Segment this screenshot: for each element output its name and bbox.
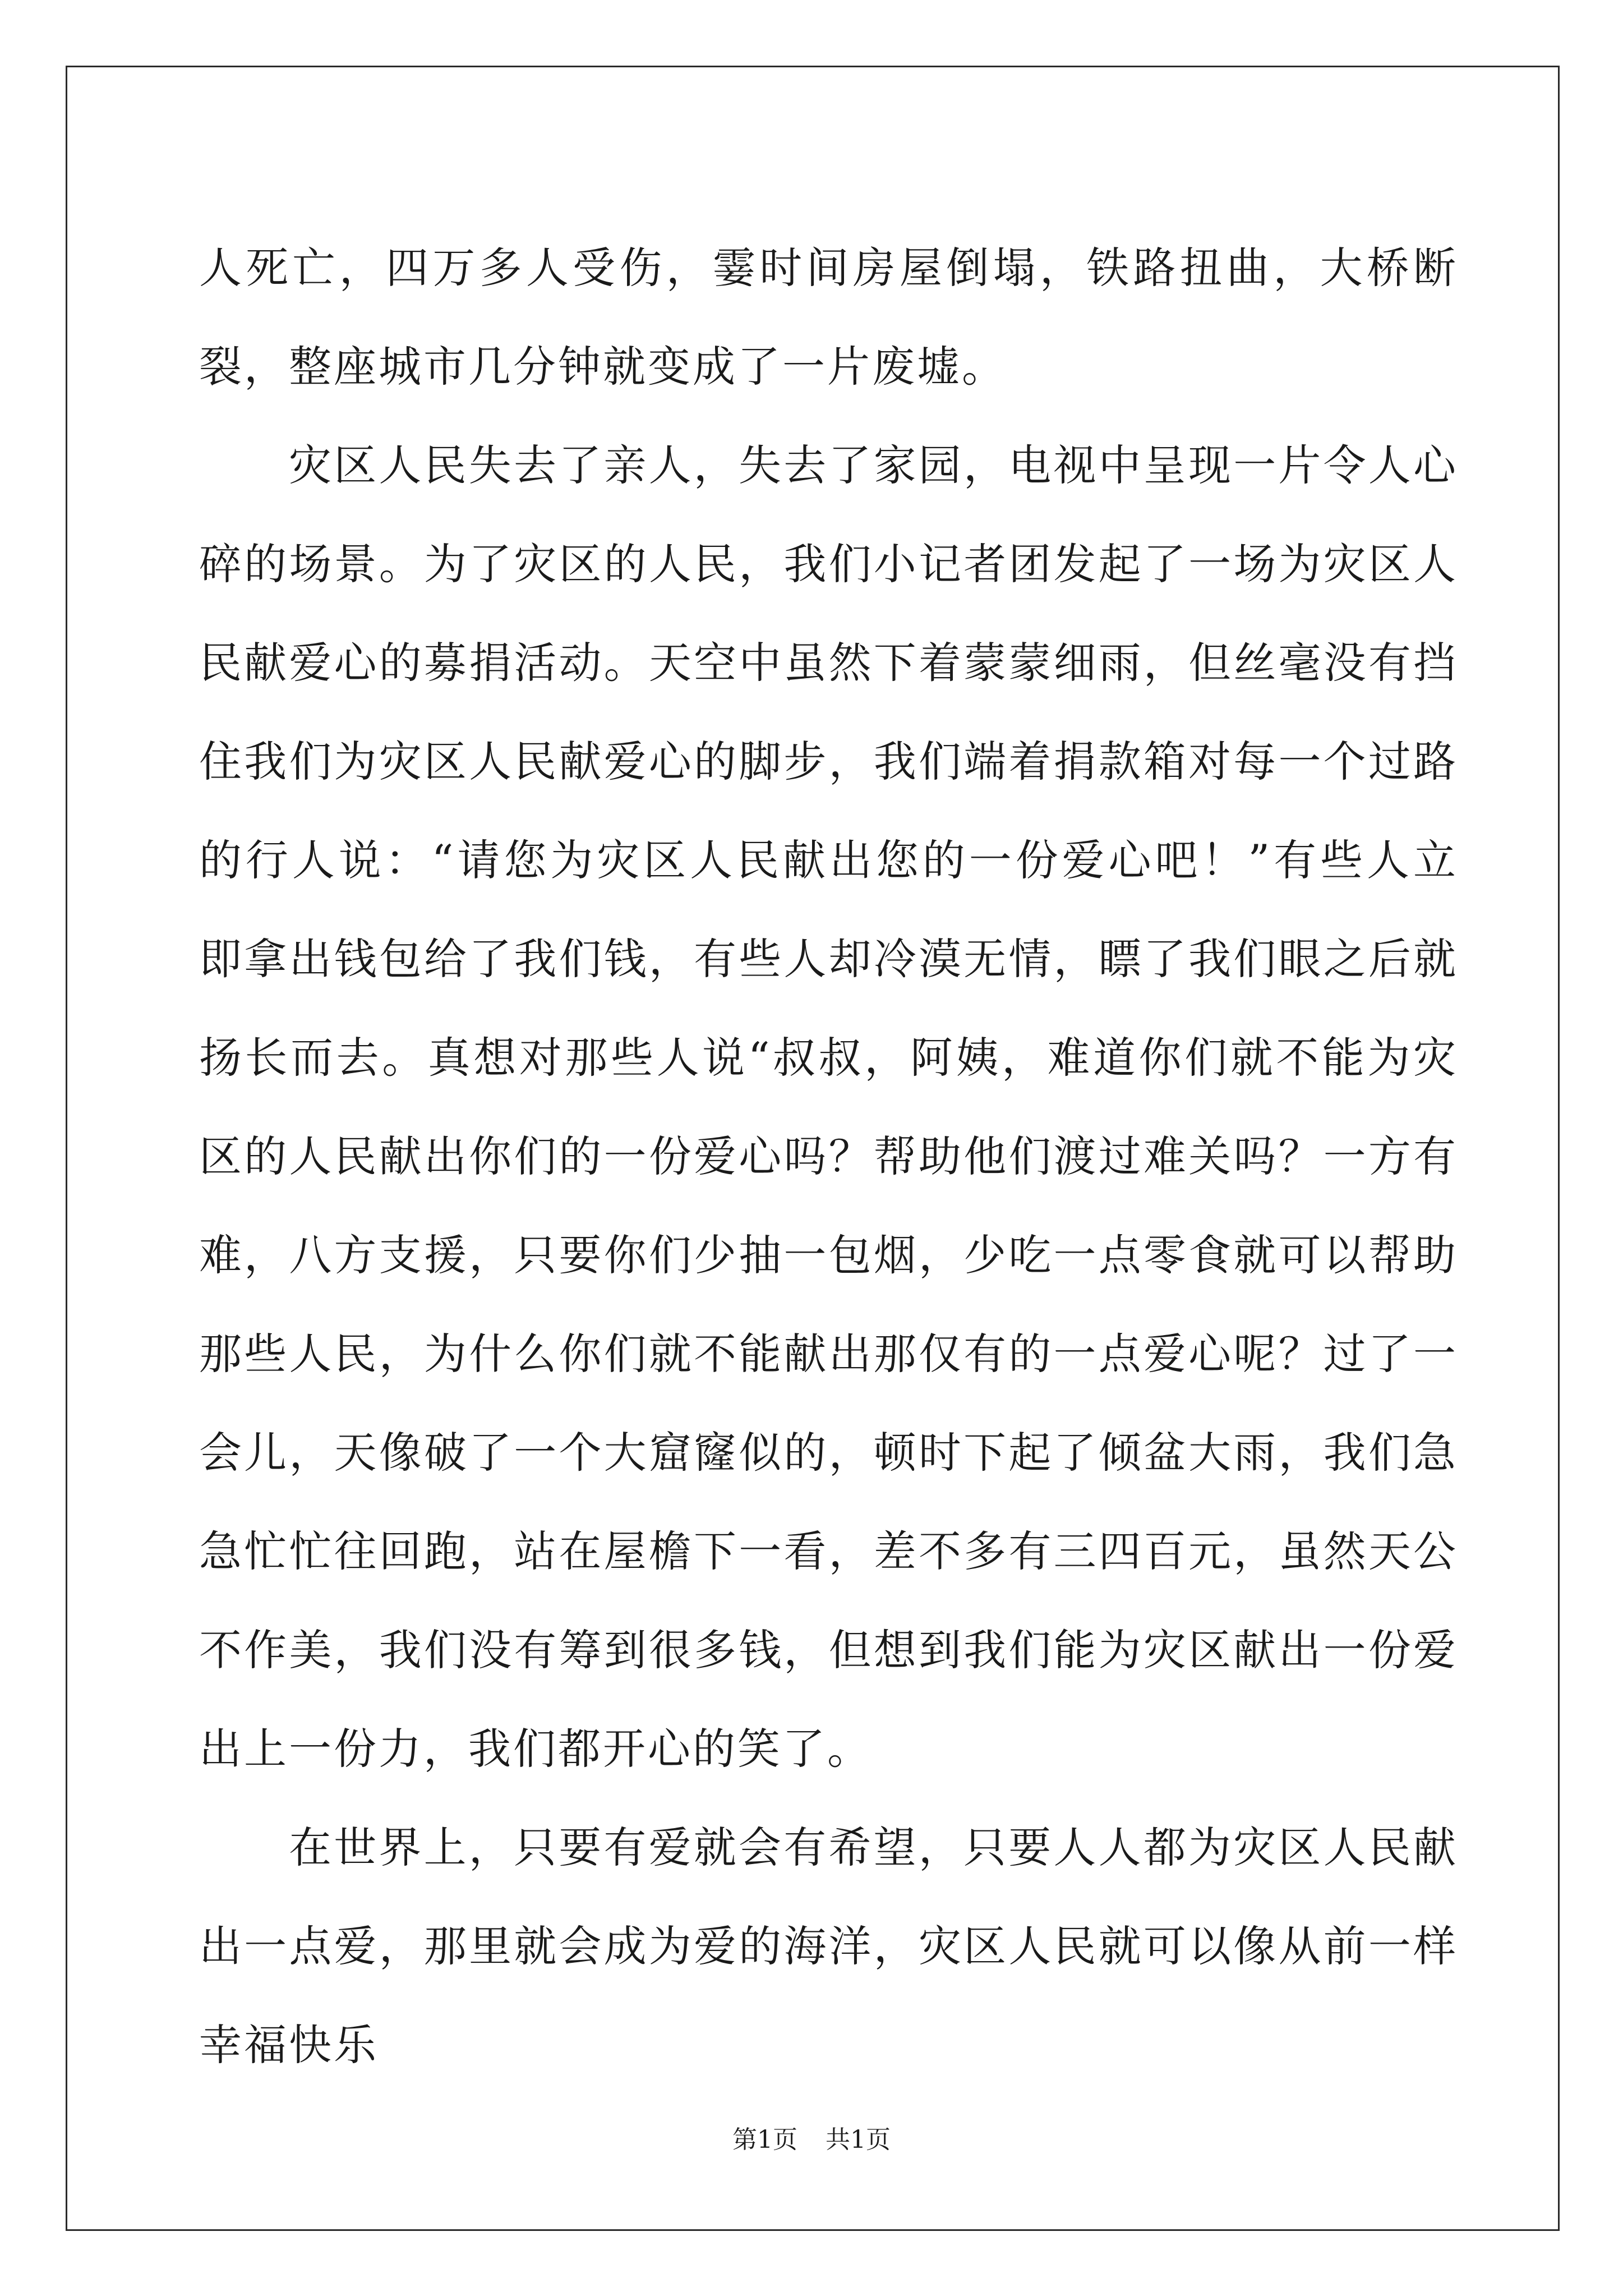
paragraph-3: 在世界上，只要有爱就会有希望，只要人人都为灾区人民献出一点爱，那里就会成为爱的海洋，灾区人民就可以像从前一样幸福快乐 [199, 1823, 1458, 2070]
page-footer [0, 2123, 1623, 2157]
paragraph-1: 人死亡，四万多人受伤，霎时间房屋倒塌，铁路扭曲，大桥断裂，整座城市几分钟就变成了一片废墟。 [199, 243, 1458, 392]
document-body [199, 219, 1458, 2095]
page-total: 共1页 [826, 2125, 891, 2154]
paragraph-2: 灾区人民失去了亲人，失去了家园，电视中呈现一片令人心碎的场景。为了灾区的人民，我们小记者团发起了一场为灾区人民献爱心的募捐活动。天空中虽然下着蒙蒙细雨，但丝毫没有挡住我们为灾区人民献爱心的脚步，我们端着捐款箱对每一个过路的行人说：“请您为灾区人民献出您的一份爱心吧！”有些人立即拿出钱包给了我们钱，有些人却冷漠无情，瞟了我们眼之后就扬长而去。真想对那些人说“叔叔，阿姨，难道你们就不能为灾区的人民献出你们的一份爱心吗？帮助他们渡过难关吗？一方有难，八方支援，只要你们少抽一包烟，少吃一点零食就可以帮助那些人民，为什么你们就不能献出那仅有的一点爱心呢？过了一会儿，天像破了一个大窟窿似的，顿时下起了倾盆大雨，我们急急忙忙往回跑，站在屋檐下一看，差不多有三四百元，虽然天公不作美，我们没有筹到很多钱，但想到我们能为灾区献出一份爱出上一份力，我们都开心的笑了。 [199, 440, 1458, 1774]
page-number: 第1页 [732, 2125, 797, 2154]
